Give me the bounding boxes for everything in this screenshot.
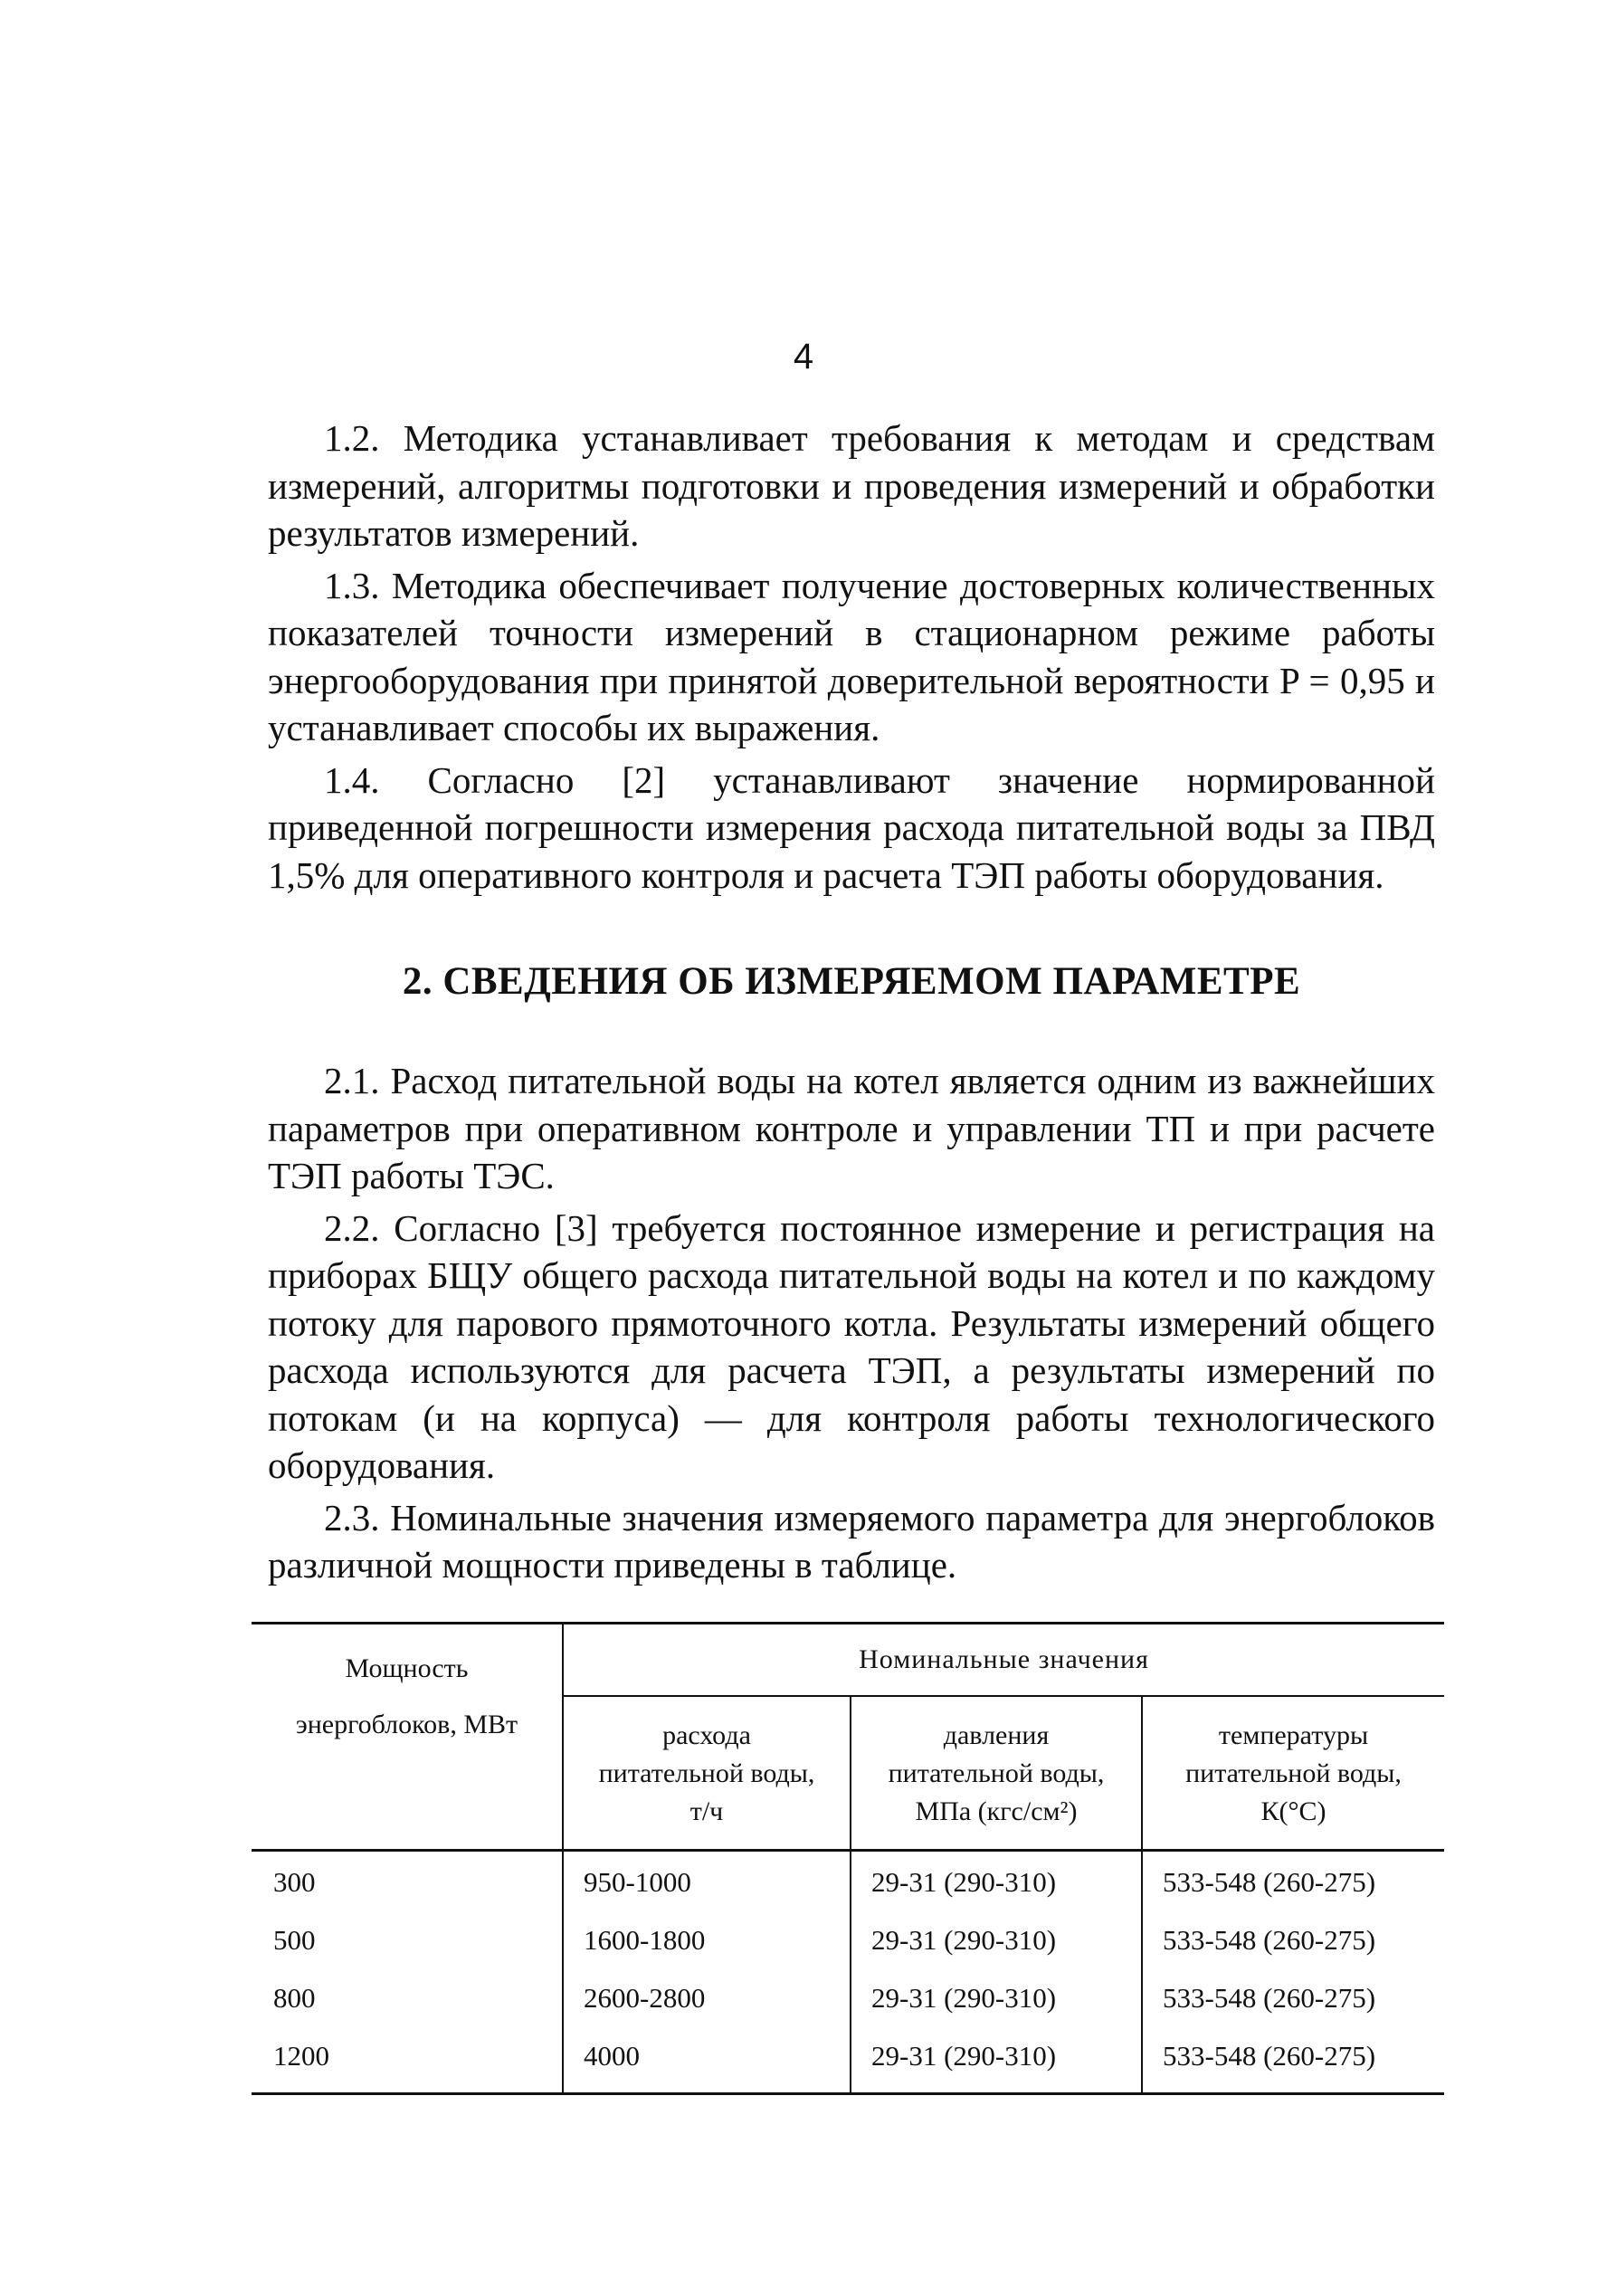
paragraph-1-2: 1.2. Методика устанавливает требования к методам и средствам измерений, алгоритмы подготовки и проведения измерений и обработки результатов измерений. — [268, 417, 1435, 554]
table-row — [252, 1969, 1444, 2027]
flow-cell: 1600-1800 — [563, 1911, 851, 1969]
temperature-cell: 533-548 (260-275) — [1142, 1911, 1444, 1969]
pressure-column-header — [851, 1696, 1142, 1851]
flow-cell: 2600-2800 — [563, 1969, 851, 2027]
temperature-header-line3: К(°С) — [1260, 1796, 1326, 1826]
paragraph-1-3: 1.3. Методика обеспечивает получение достоверных количественных показателей точности измерений в стационарном режиме работы энергооборудования при принятой доверительной вероятности P = 0,95 и устанавливает способы их выражения. — [268, 564, 1435, 748]
section-2-heading: 2. СВЕДЕНИЯ ОБ ИЗМЕРЯЕМОМ ПАРАМЕТРЕ — [402, 960, 1301, 1003]
paragraph-2-3: 2.3. Номинальные значения измеряемого параметра для энергоблоков различной мощности приведены в таблице. — [268, 1496, 1435, 1586]
nominal-values-header: Номинальные значения — [563, 1624, 1444, 1697]
paragraph-1-4: 1.4. Согласно [2] устанавливают значение нормированной приведенной погрешности измерения расхода питательной воды за ПВД 1,5% для оперативного контроля и расчета ТЭП работы оборудования. — [268, 758, 1435, 896]
pressure-header-line3: МПа (кгс/см²) — [915, 1796, 1078, 1826]
flow-column-header — [563, 1696, 851, 1851]
temperature-header-line2: питательной воды, — [1185, 1758, 1402, 1788]
temperature-cell: 533-548 (260-275) — [1142, 1969, 1444, 2027]
flow-cell: 950-1000 — [563, 1851, 851, 1912]
flow-header-line2: питательной воды, — [598, 1758, 815, 1788]
temperature-header-line1: температуры — [1218, 1720, 1369, 1750]
flow-header-line1: расхода — [662, 1720, 751, 1750]
pressure-cell: 29-31 (290-310) — [851, 1911, 1142, 1969]
pressure-cell: 29-31 (290-310) — [851, 2027, 1142, 2094]
temperature-cell: 533-548 (260-275) — [1142, 1851, 1444, 1912]
power-cell: 300 — [252, 1851, 563, 1912]
flow-cell: 4000 — [563, 2027, 851, 2094]
power-column-header — [252, 1624, 563, 1851]
section-2-text — [268, 1057, 1435, 1589]
pressure-cell: 29-31 (290-310) — [851, 1969, 1142, 2027]
temperature-column-header — [1142, 1696, 1444, 1851]
pressure-cell: 29-31 (290-310) — [851, 1851, 1142, 1912]
table-row — [252, 2027, 1444, 2094]
page-number: 4 — [793, 337, 814, 376]
pressure-header-line2: питательной воды, — [888, 1758, 1105, 1788]
flow-header-line3: т/ч — [689, 1796, 724, 1826]
paragraph-2-1: 2.1. Расход питательной воды на котел является одним из важнейших параметров при оперативном контроле и управлении ТП и при расчете ТЭП работы ТЭС. — [268, 1060, 1435, 1196]
table-row — [252, 1911, 1444, 1969]
pressure-header-line1: давления — [943, 1720, 1050, 1750]
power-header-line2: энергоблоков, МВт — [295, 1710, 518, 1739]
power-cell: 800 — [273, 1982, 316, 2014]
temperature-cell: 533-548 (260-275) — [1142, 2027, 1444, 2094]
power-cell: 500 — [273, 1924, 316, 1956]
paragraph-2-2: 2.2. Согласно [3] требуется постоянное измерение и регистрация на приборах БЩУ общего расхода питательной воды на котел и по каждому потоку для парового прямоточного котла. Результаты измерений общего расхода используются для расчета ТЭП, а результаты измерений по потокам (и на корпуса) — для контроля работы технологического оборудования. — [268, 1206, 1435, 1486]
table-row — [252, 1851, 1444, 1912]
power-cell: 1200 — [273, 2040, 329, 2072]
nominal-values-table — [252, 1622, 1444, 2095]
power-header-line1: Мощность — [345, 1653, 469, 1683]
section-1-text — [268, 414, 1435, 899]
